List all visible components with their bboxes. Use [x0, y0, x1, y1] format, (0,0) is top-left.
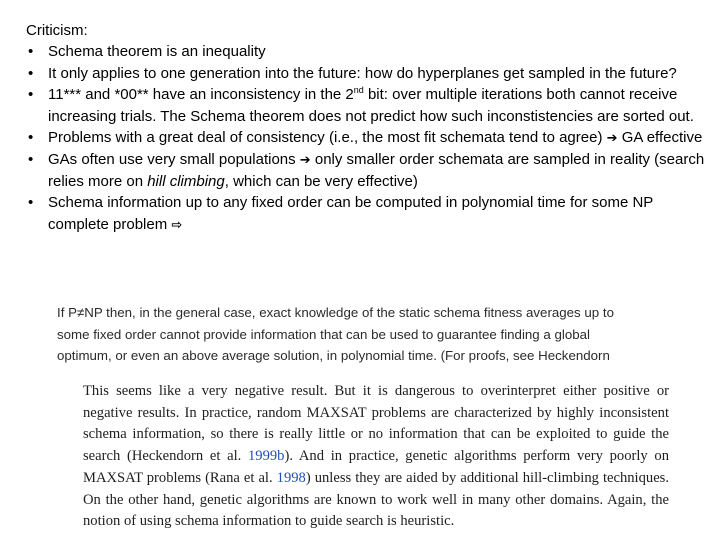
bullet-item — [26, 84, 706, 127]
bullet-marker: • — [28, 129, 34, 147]
excerpt-line: If P≠NP then, in the general case, exact knowledge of the static schema fitness averages up to — [57, 305, 614, 320]
right-arrow-icon: ➔ — [299, 151, 311, 167]
criticism-list — [26, 41, 706, 235]
bullet-text-part: Problems with a great deal of consistency (i.e., the most fit schemata tend to agree) — [48, 129, 603, 147]
excerpt-text: ) unless they are aided by additional hill-climbing techniques. On the other hand, genetic algorithms are known to work well in many other domains. Again, the notion of using schema information to guide search is heuristic. — [83, 469, 669, 530]
bullet-item — [26, 41, 706, 63]
bullet-text-part: Schema information up to any fixed order can be computed in polynomial time for some NP complete problem — [48, 194, 654, 233]
excerpt-text: ). And in practice, genetic algorithms perform very poorly on MAXSAT problems (Rana et al. — [83, 448, 669, 486]
right-arrow-icon: ➔ — [606, 130, 618, 146]
excerpt-line: optimum, or even an above average solution, in polynomial time. (For proofs, see Heckendorn — [57, 348, 610, 363]
excerpt-line: some fixed order cannot provide information that can be used to guarantee finding a global — [57, 326, 590, 342]
bullet-text-part: GAs often use very small populations — [48, 150, 296, 168]
bullet-item — [26, 149, 706, 192]
bullet-text-part: 11*** and *00** have an inconsistency in the 2 — [48, 86, 354, 104]
ordinal-superscript: nd — [353, 85, 364, 96]
bullet-item — [26, 127, 706, 149]
bullet-text-part: bit: over multiple iterations both cannot receive increasing trials. The Schema theorem does not predict how such inconstistencies are sorted out. — [48, 86, 694, 125]
excerpt-image-1 — [57, 302, 697, 367]
citation-link[interactable]: 1999b — [247, 448, 285, 465]
bullet-text-part: only smaller order schemata are sampled in reality (search relies more on — [48, 150, 705, 190]
bullet-text-part: , which can be very effective) — [224, 172, 418, 190]
bullet-text: It only applies to one generation into the future: how do hyperplanes get sampled in the future? — [48, 64, 677, 82]
citation-link[interactable]: 1998 — [276, 469, 306, 486]
bullet-text-part: GA effective — [621, 129, 703, 147]
bullet-item — [26, 63, 706, 85]
right-arrow-outline-icon: ⇨ — [171, 216, 183, 232]
excerpt-image-2 — [57, 381, 669, 533]
bullet-marker: • — [28, 150, 34, 168]
italic-term: hill climbing — [147, 172, 225, 190]
bullet-marker: • — [28, 86, 34, 104]
slide-heading: Criticism: — [26, 22, 88, 39]
bullet-marker: • — [28, 64, 34, 82]
bullet-marker: • — [28, 43, 34, 60]
bullet-text: Schema theorem is an inequality — [48, 43, 266, 60]
excerpt-text: This seems like a very negative result. But it is dangerous to overinterpret either positive or negative results. In practice, random MAXSAT problems are characterized by highly inconsistent schema information, so there is really little or no information that can be exploited to guide the search (Heckendorn et al. — [83, 383, 669, 465]
excerpt-paragraph — [57, 381, 669, 533]
bullet-item — [26, 192, 706, 235]
bullet-marker: • — [28, 194, 34, 212]
